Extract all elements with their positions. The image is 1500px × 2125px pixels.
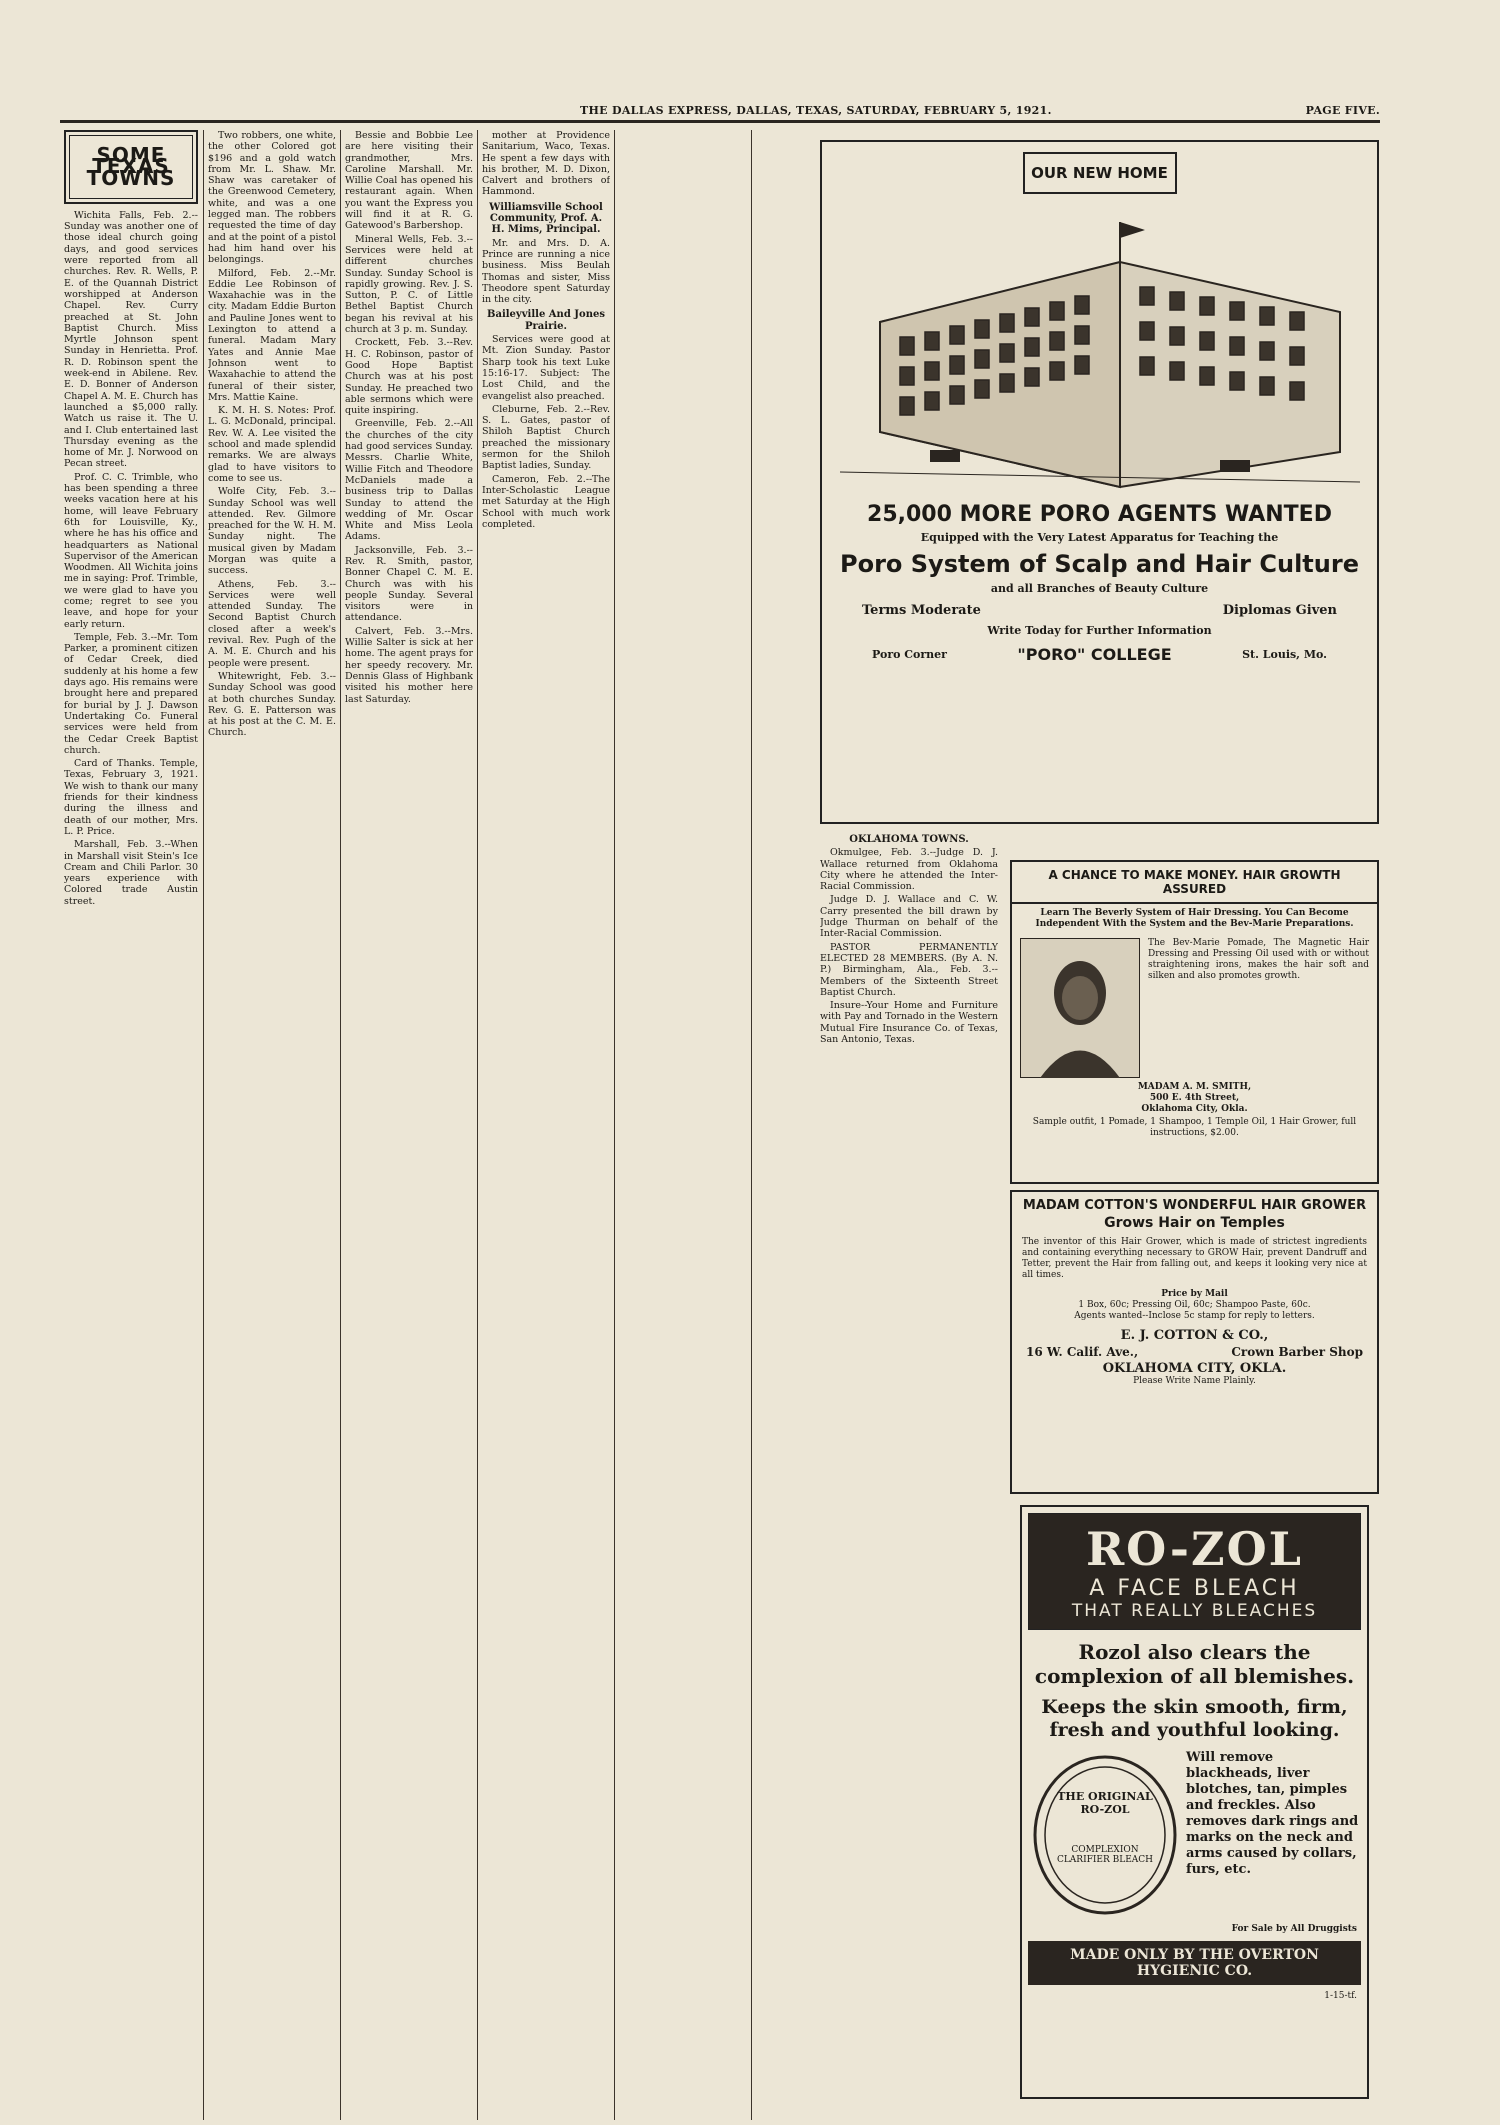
ad-headline: A CHANCE TO MAKE MONEY. HAIR GROWTH ASSURED — [1012, 862, 1377, 904]
poro-ad — [820, 140, 1379, 824]
article-paragraph: Insure--Your Home and Furniture with Pay and Tornado in the Western Mutual Fire Insurance Co. of Texas, San Antonio, Texas. — [820, 1000, 998, 1046]
ad-heading: OUR NEW HOME — [1023, 152, 1177, 194]
ad-price: 1 Box, 60c; Pressing Oil, 60c; Shampoo Paste, 60c. — [1078, 1300, 1311, 1310]
sub-heading: OKLAHOMA TOWNS. — [849, 834, 969, 845]
ad-offer: Sample outfit, 1 Pomade, 1 Shampoo, 1 Temple Oil, 1 Hair Grower, full instructions, $2.00. — [1032, 1117, 1357, 1138]
article-paragraph: Greenville, Feb. 2.--All the churches of the city had good services Sunday. Messrs. Charlie White, Willie Fitch and Theodore McDaniels made a business trip to Dallas Sunday to attend the wedding of Mr. Oscar White and Miss Leola Adams. — [345, 418, 473, 543]
ad-body-row — [1012, 934, 1377, 1082]
section-heading: SOME TEXAS TOWNS — [69, 135, 193, 199]
ad-terms: Terms Moderate — [862, 603, 981, 618]
column-4 — [482, 130, 610, 2115]
article-paragraph: PASTOR PERMANENTLY ELECTED 28 MEMBERS. (By A. N. P.) Birmingham, Ala., Feb. 3.--Members of the Sixteenth Street Baptist Church. — [820, 941, 998, 998]
ad-terms-row — [822, 595, 1377, 618]
section-heading-box — [64, 130, 198, 204]
portrait-illustration — [1020, 938, 1140, 1078]
ad-city: Oklahoma City, Okla. — [1141, 1104, 1248, 1114]
rozol-body1: Rozol also clears the complexion of all blemishes. — [1034, 1640, 1355, 1688]
ad-headline: MADAM COTTON'S WONDERFUL HAIR GROWER — [1022, 1198, 1367, 1213]
ad-body: The inventor of this Hair Grower, which is made of strictest ingredients and containing everything necessary to GROW Hair, prevent Dandruff and Tetter, prevent the Hair from falling out, and keeps it looking very nice at all times. — [1022, 1237, 1367, 1280]
rozol-brand: RO-ZOL — [1085, 1522, 1304, 1576]
ad-street: 16 W. Calif. Ave., — [1026, 1345, 1139, 1359]
rozol-banner — [1028, 1513, 1361, 1630]
column-3 — [345, 130, 473, 2115]
ad-agents: Agents wanted--Inclose 5c stamp for reply to letters. — [1074, 1311, 1315, 1321]
article-paragraph: Cleburne, Feb. 2.--Rev. S. L. Gates, pastor of Shiloh Baptist Church preached the missionary sermon for the Shiloh Baptist ladies, Sunday. — [482, 403, 610, 472]
ad-corner: Poro Corner — [872, 648, 947, 661]
page-number: PAGE FIVE. — [1305, 104, 1380, 117]
rozol-line2: THAT REALLY BLEACHES — [1071, 1601, 1318, 1621]
rozol-maker: MADE ONLY BY THE OVERTON HYGIENIC CO. — [1028, 1941, 1361, 1985]
article-paragraph: Bessie and Bobbie Lee are here visiting their grandmother, Mrs. Caroline Marshall. Mr. Willie Coal has opened his restaurant again. When you want the Express you will find it at R. G. Gatewood's Barbershop. — [345, 130, 473, 232]
ad-price-title: Price by Mail — [1161, 1289, 1228, 1299]
rozol-ad — [1020, 1505, 1369, 2099]
ad-name: MADAM A. M. SMITH, — [1137, 1082, 1252, 1092]
ad-city: St. Louis, Mo. — [1242, 648, 1327, 661]
ad-branches: and all Branches of Beauty Culture — [990, 582, 1209, 595]
column-rule — [614, 130, 615, 2120]
ad-address: 500 E. 4th Street, — [1149, 1093, 1240, 1103]
ad-shop: Crown Barber Shop — [1231, 1345, 1363, 1359]
ad-city: OKLAHOMA CITY, OKLA. — [1102, 1361, 1287, 1376]
rozol-line1: A FACE BLEACH — [1089, 1576, 1300, 1601]
ad-subline: Grows Hair on Temples — [1104, 1215, 1285, 1231]
article-paragraph: Athens, Feb. 3.--Services were well attended Sunday. The Second Baptist Church closed after a week's revival. Rev. Pugh of the A. M. E. Church and his people were present. — [208, 578, 336, 669]
rozol-body2: Keeps the skin smooth, firm, fresh and youthful looking. — [1041, 1696, 1348, 1741]
column-rule — [340, 130, 341, 2120]
article-paragraph: Card of Thanks. Temple, Texas, February 3, 1921. We wish to thank our many friends for their kindness during the illness and death of our mother, Mrs. L. P. Price. — [64, 758, 198, 837]
rozol-code: 1-15-tf. — [1324, 1991, 1357, 2001]
ad-body: The Bev-Marie Pomade, The Magnetic Hair Dressing and Pressing Oil used with or without straightening irons, makes the hair soft and silken and also promotes growth. — [1148, 938, 1369, 981]
article-paragraph: Services were good at Mt. Zion Sunday. Pastor Sharp took his text Luke 15:16-17. Subject: The Lost Child, and the evangelist also preached. — [482, 334, 610, 402]
column-rule — [203, 130, 204, 2120]
article-paragraph: Calvert, Feb. 3.--Mrs. Willie Salter is sick at her home. The agent prays for her speedy recovery. Mr. Dennis Glass of Highbank visited his mother here last Saturday. — [345, 625, 473, 705]
sub-heading: Williamsville School Community, Prof. A. H. Mims, Principal. — [489, 201, 603, 236]
article-paragraph: Wichita Falls, Feb. 2.--Sunday was another one of those ideal church going days, and good services were reported from all churches. Rev. R. Wells, P. E. of the Quannah District worshipped at Anderson Chapel. Rev. Curry preached at St. John Baptist Church. Miss Myrtle Johnson spent Sunday in Henrietta. Prof. R. D. Robinson spent the week-end in Abilene. Rev. E. D. Bonner of Anderson Chapel A. M. E. Church has launched a $5,000 rally. Watch us raise it. The U. and I. Club entertained last Thursday evening as the home of Mr. J. Norwood on Pecan street. — [64, 209, 198, 470]
ad-address-row — [1012, 1343, 1377, 1361]
jar-top: THE ORIGINAL RO-ZOL — [1057, 1790, 1153, 1816]
column-rule — [751, 130, 752, 2120]
building-illustration — [840, 202, 1360, 492]
article-paragraph: Milford, Feb. 2.--Mr. Eddie Lee Robinson of Waxahachie was in the city. Madam Eddie Burton and Pauline Jones went to Lexington to attend a funeral. Madam Mary Yates and Annie Mae Johnson went to Waxahachie to attend the funeral of their sister, Mrs. Mattie Kaine. — [208, 267, 336, 403]
ad-college: "PORO" COLLEGE — [1017, 645, 1172, 664]
rozol-body3: Will remove blackheads, liver blotches, tan, pimples and freckles. Also removes dark rings and marks on the neck and arms caused by collars, furs, etc. — [1186, 1750, 1359, 1877]
article-paragraph: Whitewright, Feb. 3.--Sunday School was good at both churches Sunday. Rev. G. E. Patterson was at his post at the C. M. E. Church. — [208, 670, 336, 739]
article-paragraph: K. M. H. S. Notes: Prof. L. G. McDonald, principal. Rev. W. A. Lee visited the school and made splendid remarks. We are always glad to have visitors to come to see us. — [208, 405, 336, 484]
ad-subline: Equipped with the Very Latest Apparatus for Teaching the — [920, 531, 1279, 544]
article-paragraph: Jacksonville, Feb. 3.--Rev. R. Smith, pastor, Bonner Chapel C. M. E. Church was with his people Sunday. Several visitors were in attendance. — [345, 544, 473, 624]
column-2 — [208, 130, 336, 2115]
hair-growth-ad — [1010, 860, 1379, 1184]
article-paragraph: Mineral Wells, Feb. 3.--Services were held at different churches Sunday. Sunday School is rapidly growing. Rev. J. S. Sutton, P. C. of Little Bethel Baptist Church began his revival at his church at 3 p. m. Sunday. — [345, 233, 473, 336]
ad-company: E. J. COTTON & CO., — [1120, 1328, 1269, 1343]
sub-heading: Baileyville And Jones Prairie. — [487, 309, 605, 332]
article-paragraph: mother at Providence Sanitarium, Waco, Texas. He spent a few days with his brother, M. D. Dixon, Calvert and brothers of Hammond. — [482, 130, 610, 198]
article-paragraph: Temple, Feb. 3.--Mr. Tom Parker, a prominent citizen of Cedar Creek, died suddenly at his home a few days ago. His remains were brought here and prepared for burial by J. J. Dawson Undertaking Co. Funeral services were held from the Cedar Creek Baptist church. — [64, 631, 198, 756]
article-paragraph: Mr. and Mrs. D. A. Prince are running a nice business. Miss Beulah Thomas and sister, Miss Theodore spent Saturday in the city. — [482, 237, 610, 306]
ad-footer-row — [822, 637, 1377, 664]
masthead-title: THE DALLAS EXPRESS, DALLAS, TEXAS, SATURDAY, FEBRUARY 5, 1921. — [580, 104, 1052, 117]
article-paragraph: Judge D. J. Wallace and C. W. Carry presented the bill drawn by Judge Thurman on behalf of the Inter-Racial Commission. — [820, 894, 998, 940]
article-paragraph: Okmulgee, Feb. 3.--Judge D. J. Wallace returned from Oklahoma City where he attended the Inter-Racial Commission. — [820, 847, 998, 893]
jar-mid: COMPLEXION CLARIFIER BLEACH — [1056, 1845, 1154, 1865]
ad-system: Poro System of Scalp and Hair Culture — [840, 550, 1359, 578]
masthead-rule — [60, 120, 1380, 123]
rozol-sale: For Sale by All Druggists — [1231, 1924, 1357, 1934]
column-5 — [820, 830, 998, 2120]
rozol-body-row — [1022, 1746, 1367, 1924]
column-1 — [64, 130, 198, 2115]
ad-subline: Learn The Beverly System of Hair Dressing. You Can Become Independent With the System and the Bev-Marie Preparations. — [1035, 908, 1354, 929]
article-paragraph: Two robbers, one white, the other Colored got $196 and a gold watch from Mr. L. Shaw. Mr. Shaw was caretaker of the Greenwood Cemetery, white, and was a one legged man. The robbers requested the time of day and at the point of a pistol had him hand over his belongings. — [208, 130, 336, 266]
article-paragraph: Cameron, Feb. 2.--The Inter-Scholastic League met Saturday at the High School with much work completed. — [482, 473, 610, 530]
article-paragraph: Prof. C. C. Trimble, who has been spending a three weeks vacation here at his home, will leave February 6th for Louisville, Ky., where he has his office and headquarters as National Supervisor of the American Woodmen. All Wichita joins me in saying: Prof. Trimble, we were glad to have you come; regret to see you leave, and hope for your early return. — [64, 471, 198, 630]
ad-write: Write Today for Further Information — [987, 624, 1212, 637]
column-rule — [477, 130, 478, 2120]
rozol-jar — [1030, 1750, 1180, 1920]
ad-diplomas: Diplomas Given — [1222, 603, 1337, 618]
cotton-hair-ad — [1010, 1190, 1379, 1494]
article-paragraph: Marshall, Feb. 3.--When in Marshall visit Stein's Ice Cream and Chili Parlor. 30 years experience with Colored trade Austin street. — [64, 839, 198, 907]
jar-illustration — [1030, 1750, 1180, 1920]
ad-note: Please Write Name Plainly. — [1133, 1376, 1256, 1386]
ad-headline: 25,000 MORE PORO AGENTS WANTED — [867, 502, 1332, 527]
article-paragraph: Crockett, Feb. 3.--Rev. H. C. Robinson, pastor of Good Hope Baptist Church was at his post Sunday. He preached two able sermons which were quite inspiring. — [345, 337, 473, 417]
article-paragraph: Wolfe City, Feb. 3.--Sunday School was well attended. Rev. Gilmore preached for the W. H. M. Sunday night. The musical given by Madam Morgan was quite a success. — [208, 486, 336, 577]
